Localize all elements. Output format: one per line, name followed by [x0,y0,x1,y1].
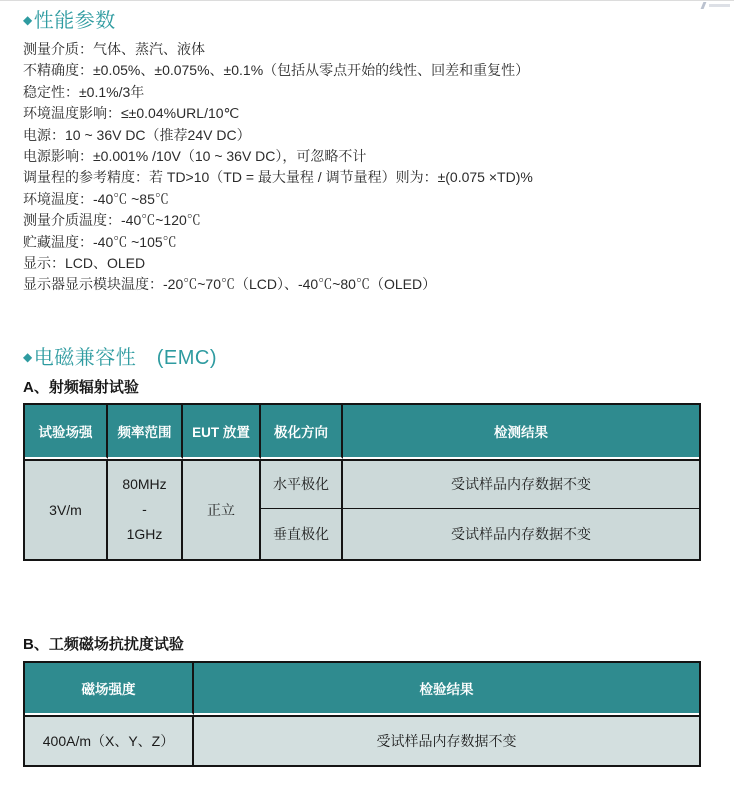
column-header-polarization: 极化方向 [261,405,343,459]
cell-result-horizontal: 受试样品内存数据不变 [343,459,699,509]
section-title-performance [23,7,701,34]
frequency-end: 1GHz [126,526,163,543]
spec-line-storage-temp: 贮藏温度：-40℃ ~105℃ [23,233,177,250]
column-header-frequency-range: 频率范围 [108,405,183,459]
column-header-magnetic-strength: 磁场强度 [25,663,194,715]
column-header-test-result: 检测结果 [343,405,699,459]
section-title-performance-text: 性能参数 [33,10,116,32]
rf-table-header-row [25,405,699,459]
spec-line-ambient-temp-effect: 环境温度影响：≤±0.04%URL/10℃ [23,105,240,122]
column-header-eut-placement: EUT 放置 [183,405,261,459]
cell-polarization-horizontal: 水平极化 [261,459,343,509]
magnetic-field-table [23,661,701,767]
diamond-bullet-icon: ◆ [23,349,33,364]
diamond-bullet-icon: ◆ [23,13,33,27]
cell-eut-placement: 正立 [183,459,261,559]
spec-line-power-effect: 电源影响：±0.001% /10V（10 ~ 36V DC），可忽略不计 [23,148,367,165]
performance-spec-list [23,39,701,296]
corner-artifact [702,2,730,10]
magnetic-table-header-row [25,663,699,715]
spec-line-ambient-temp: 环境温度：-40℃ ~85℃ [23,190,169,207]
frequency-dash: - [142,501,147,518]
cell-frequency-range [108,459,183,559]
spec-line-display: 显示：LCD、OLED [23,255,146,272]
cell-field-strength: 3V/m [25,459,108,559]
column-header-inspection-result: 检验结果 [194,663,699,715]
spec-line-stability: 稳定性：±0.1%/3年 [23,83,145,100]
spec-line-reference-accuracy: 调量程的参考精度：若 TD>10（TD = 最大量程 / 调节量程）则为：±(0.075 ×TD)% [23,169,533,186]
page-content [0,1,734,767]
heading-power-freq-magnetic-test: B、工频磁场抗扰度试验 [23,635,184,653]
section-title-emc [23,344,701,371]
spec-line-medium-temp: 测量介质温度：-40℃~120℃ [23,212,201,229]
cell-magnetic-strength: 400A/m（X、Y、Z） [25,715,194,765]
cell-magnetic-result: 受试样品内存数据不变 [194,715,699,765]
cell-polarization-vertical: 垂直极化 [261,509,343,559]
heading-rf-radiation-test: A、射频辐射试验 [23,378,139,396]
spec-line-measured-medium: 测量介质：气体、蒸汽、液体 [23,41,205,57]
spec-line-power-supply: 电源：10 ~ 36V DC（推荐24V DC） [23,126,251,143]
magnetic-table-row [25,715,699,765]
frequency-start: 80MHz [122,476,167,493]
cell-result-vertical: 受试样品内存数据不变 [343,509,699,559]
spec-line-display-module-temp: 显示器显示模块温度：-20℃~70℃（LCD）、-40℃~80℃（OLED） [23,276,437,293]
section-title-emc-text: 电磁兼容性 (EMC) [33,346,217,369]
column-header-field-strength: 试验场强 [25,405,108,459]
rf-radiation-table [23,403,701,561]
rf-table-row-horizontal [25,459,699,509]
spec-line-inaccuracy: 不精确度：±0.05%、±0.075%、±0.1%（包括从零点开始的线性、回差和重复性） [23,62,530,79]
